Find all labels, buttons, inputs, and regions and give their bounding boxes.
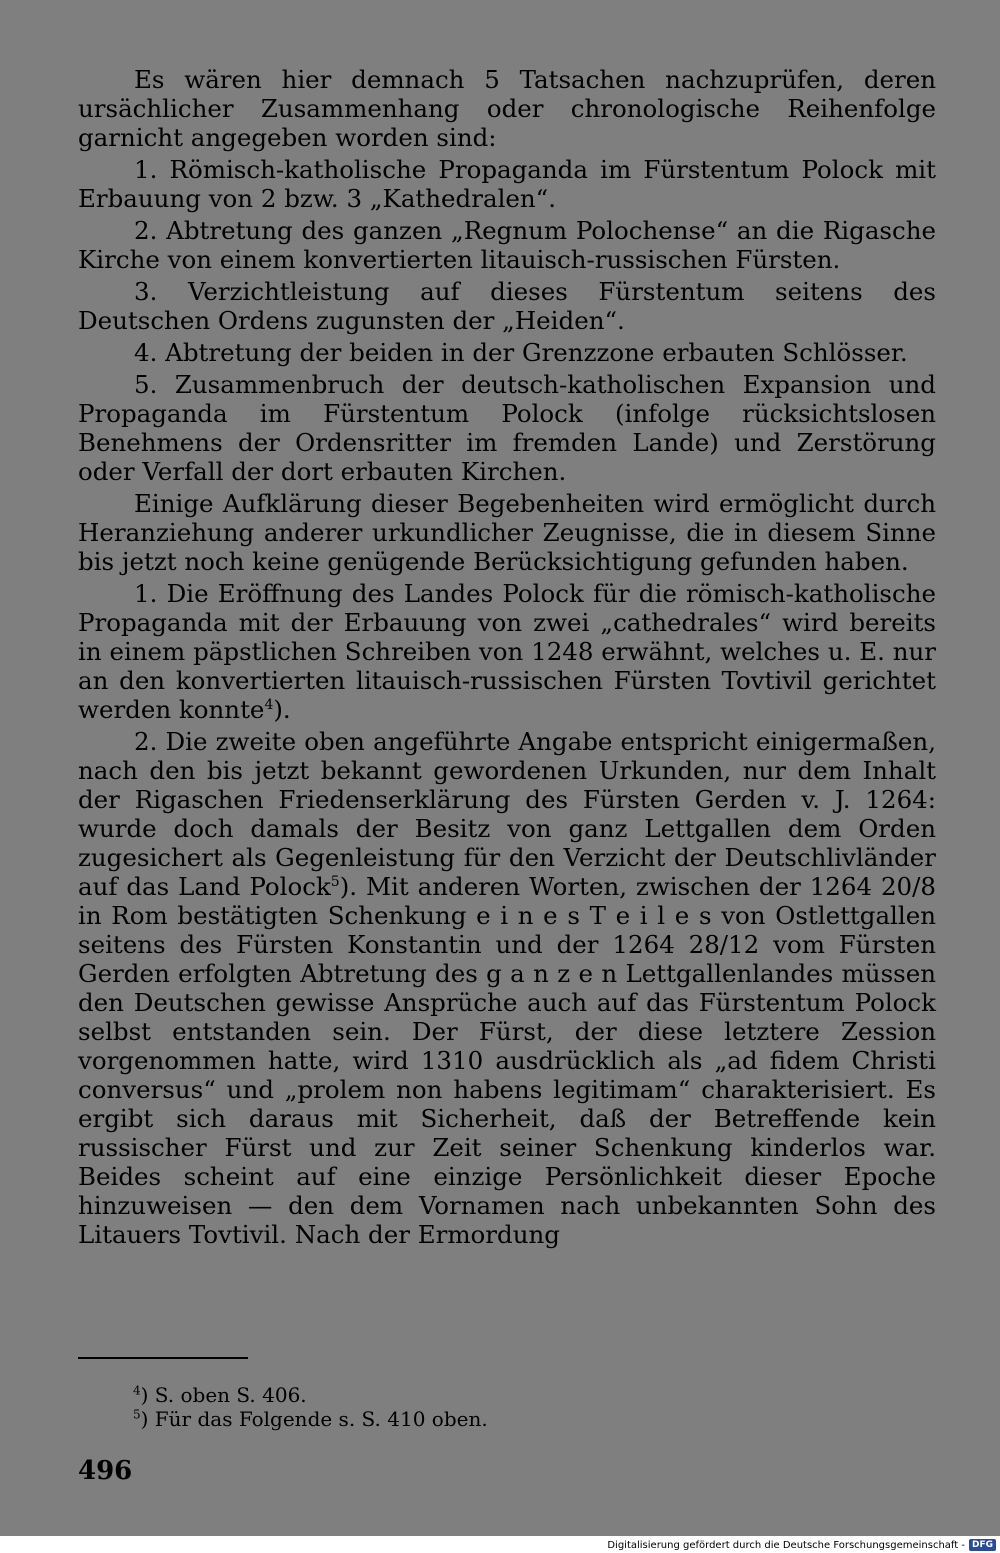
- footnote: $^5$) Für das Folgende s. S. 410 oben.: [133, 1407, 488, 1431]
- body-text: [78, 65, 936, 1252]
- page-number: 496: [78, 1456, 133, 1486]
- digitization-credit: [607, 1538, 996, 1552]
- paragraph: Einige Aufklärung dieser Begebenheiten wird ermöglicht durch Heranziehung anderer urkundlicher Zeugnisse, die in diesem Sinne bis jetzt noch keine genügende Berücksichtigung gefunden haben.: [78, 489, 936, 576]
- paragraph: Es wären hier demnach 5 Tatsachen nachzuprüfen, deren ursächlicher Zusammenhang oder chronologische Reihenfolge garnicht angegeben worden sind:: [78, 65, 936, 152]
- footnotes: [133, 1383, 488, 1431]
- paragraph: 1. Römisch-katholische Propaganda im Fürstentum Polock mit Erbauung von 2 bzw. 3 „Kathedralen“.: [78, 155, 936, 213]
- footnote: $^4$) S. oben S. 406.: [133, 1383, 307, 1407]
- paragraph: 1. Die Eröffnung des Landes Polock für die römisch-katholische Propaganda mit der Erbauung von zwei „cathedrales“ wird bereits in einem päpstlichen Schreiben von 1248 erwähnt, welches u. E. nur an den konvertierten litauisch-russischen Fürsten Tovtivil gerichtet werden konnte$^4$).: [78, 579, 936, 724]
- paragraph: 2. Die zweite oben angeführte Angabe entspricht einigermaßen, nach den bis jetzt bekannt gewordenen Urkunden, nur dem Inhalt der Rigaschen Friedenserklärung des Fürsten Gerden v. J. 1264: wurde doch damals der Besitz von ganz Lettgallen dem Orden zugesichert als Gegenleistung für den Verzicht der Deutschlivländer auf das Land Polock$^5$). Mit anderen Worten, zwischen der 1264 20/8 in Rom bestätigten Schenkung e i n e s T e i l e s von Ostlettgallen seitens des Fürsten Konstantin und der 1264 28/12 vom Fürsten Gerden erfolgten Abtretung des g a n z e n Lettgallenlandes müssen den Deutschen gewisse Ansprüche auch auf das Fürstentum Polock selbst entstanden sein. Der Fürst, der diese letztere Zession vorgenommen hatte, wird 1310 ausdrücklich als „ad fidem Christi conversus“ und „prolem non habens legitimam“ charakterisiert. Es ergibt sich daraus mit Sicherheit, daß der Betreffende kein russischer Fürst und zur Zeit seiner Schenkung kinderlos war. Beides scheint auf eine einzige Persönlichkeit dieser Epoche hinzuweisen — den dem Vornamen nach unbekannten Sohn des Litauers Tovtivil. Nach der Ermordung: [78, 727, 936, 1249]
- paragraph: 3. Verzichtleistung auf dieses Fürstentum seitens des Deutschen Ordens zugunsten der „Heiden“.: [78, 277, 936, 335]
- footnote-ref: 4: [264, 696, 274, 713]
- footnote-divider: [78, 1357, 248, 1359]
- paragraph: 2. Abtretung des ganzen „Regnum Polochense“ an die Rigasche Kirche von einem konvertierten litauisch-russischen Fürsten.: [78, 216, 936, 274]
- dfg-logo-icon: DFG: [969, 1539, 996, 1551]
- footnote-ref: 5: [330, 873, 340, 890]
- credit-text: Digitalisierung gefördert durch die Deutsche Forschungsgemeinschaft -: [607, 1539, 965, 1551]
- paragraph: 4. Abtretung der beiden in der Grenzzone erbauten Schlösser.: [134, 338, 908, 367]
- paragraph: 5. Zusammenbruch der deutsch-katholischen Expansion und Propaganda im Fürstentum Polock (infolge rücksichtslosen Benehmens der Ordensritter im fremden Lande) und Zerstörung oder Verfall der dort erbauten Kirchen.: [78, 370, 936, 486]
